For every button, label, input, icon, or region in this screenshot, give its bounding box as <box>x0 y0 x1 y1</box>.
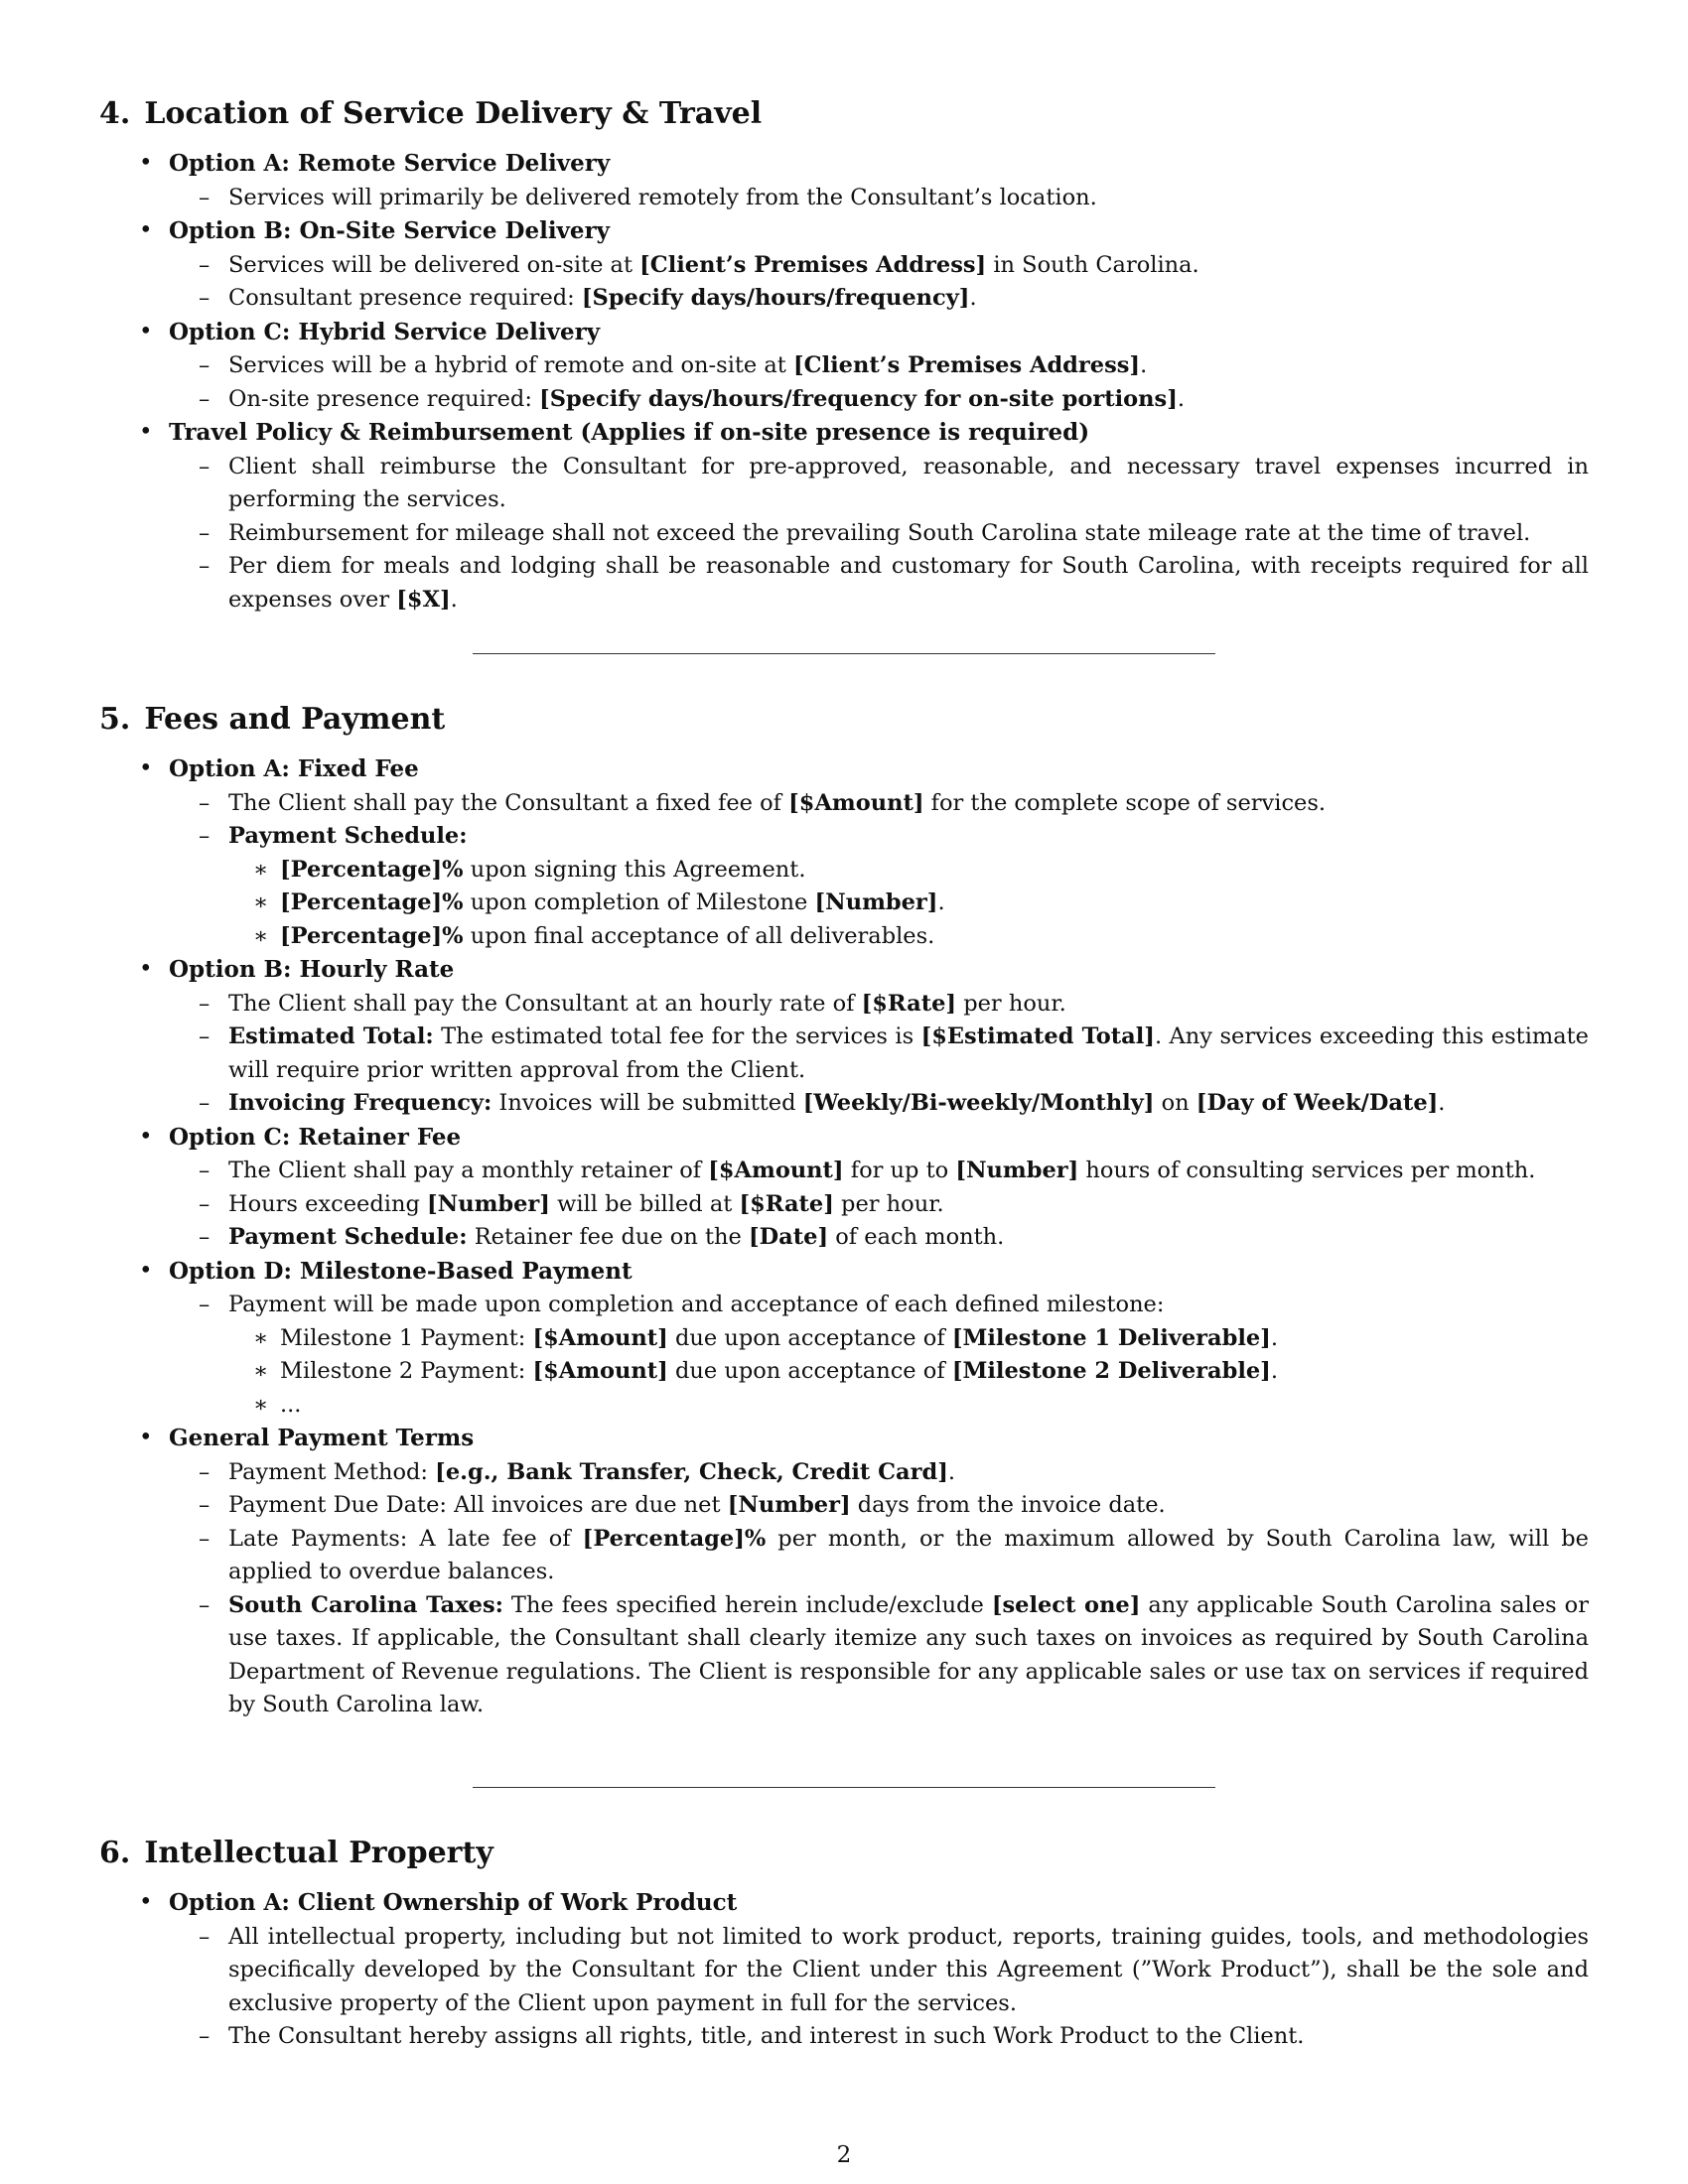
sub-item: – Payment Schedule: Retainer fee due on the [Date] of each month. <box>199 1224 1005 1250</box>
list-item: • Option A: Remote Service Delivery – Services will primarily be delivered remotely from the Consultant’s location. <box>99 147 1589 214</box>
sub-item: – Services will be delivered on-site at [Client’s Premises Address] in South Carolina. <box>199 251 1199 278</box>
list-item: • Option C: Hybrid Service Delivery – Services will be a hybrid of remote and on-site at [Client’s Premises Address]. – On-site presence required: [Specify days/hours/frequency for on-site portions]. <box>99 316 1589 417</box>
sub-item: – Services will be a hybrid of remote and on-site at [Client’s Premises Address]. <box>199 352 1148 378</box>
sub-sub-item: ∗ [Percentage]% upon signing this Agreement. <box>253 856 806 883</box>
page-number: 2 <box>836 2142 852 2168</box>
sub-item: – The Client shall pay the Consultant a fixed fee of [$Amount] for the complete scope of services. <box>199 789 1327 816</box>
sub-sub-item: ∗ Milestone 1 Payment: [$Amount] due upon acceptance of [Milestone 1 Deliverable]. <box>253 1324 1278 1351</box>
sub-item: – The Client shall pay a monthly retainer of [$Amount] for up to [Number] hours of consulting services per month. <box>199 1158 1536 1183</box>
section-heading: 6. Intellectual Property <box>99 1836 493 1870</box>
sub-item: – The Client shall pay the Consultant at an hourly rate of [$Rate] per hour. <box>199 990 1066 1017</box>
list-item: • Option C: Retainer Fee – The Client shall pay a monthly retainer of [$Amount] for up to [Number] hours of consulting services per month. – Hours exceeding [Number] will be billed at [$Rate] per hour. – Payment Schedule: Retainer fee due on the [Date] of each month. <box>99 1121 1589 1255</box>
section-divider <box>473 1787 1215 1788</box>
section-4 <box>99 95 1589 616</box>
sub-sub-item: ∗ [Percentage]% upon final acceptance of all deliverables. <box>253 922 935 949</box>
list-item: • Option B: Hourly Rate – The Client shall pay the Consultant at an hourly rate of [$Rate] per hour. – Estimated Total: The estimated total fee for the services is [$Estimated Total]. Any services exceeding this estimate will require prior written approval from the Client. – Invoicing Frequency: Invoices will be submitted [Weekly/Bi-weekly/Monthly] on [Day of Week/Date]. <box>99 953 1589 1121</box>
sub-item: – Invoicing Frequency: Invoices will be submitted [Weekly/Bi-weekly/Monthly] on [Day of Week/Date]. <box>199 1090 1446 1116</box>
section-heading: 4. Location of Service Delivery & Travel <box>99 96 763 131</box>
sub-item: – Late Payments: A late fee of [Percentage]% per month, or the maximum allowed by South Carolina law, will be applied to overdue balances. <box>199 1525 1589 1584</box>
sub-item: – Per diem for meals and lodging shall be reasonable and customary for South Carolina, with receipts required for all expenses over [$X]. <box>199 553 1589 613</box>
section-6 <box>99 1835 1589 2054</box>
sub-sub-item: ∗ [Percentage]% upon completion of Milestone [Number]. <box>253 889 945 915</box>
list-item: • Option A: Client Ownership of Work Product – All intellectual property, including but not limited to work product, reports, training guides, tools, and methodologies specifically developed by the Consultant for the Client under this Agreement (”Work Product”), shall be the sole and exclusive property of the Client upon payment in full for the services. – The Consultant hereby assigns all rights, title, and interest in such Work Product to the Client. <box>99 1886 1589 2054</box>
list-item: • Option A: Fixed Fee – The Client shall pay the Consultant a fixed fee of [$Amount] for the complete scope of services. – Payment Schedule: ∗ [Percentage]% upon signing this Agreement. ∗ [Percentage]% upon completion of Milestone [Number]. ∗ [Percentage]% upon final acceptance of all deliverables. <box>99 752 1589 953</box>
option-list <box>99 752 1589 1722</box>
option-list <box>99 147 1589 616</box>
sub-item: – All intellectual property, including but not limited to work product, reports, training guides, tools, and methodologies specifically developed by the Consultant for the Client under this Agreement (”Work Product”), shall be the sole and exclusive property of the Client upon payment in full for the services. <box>199 1923 1589 2016</box>
sub-item: – Reimbursement for mileage shall not exceed the prevailing South Carolina state mileage rate at the time of travel. <box>199 519 1531 546</box>
sub-item: – Payment will be made upon completion and acceptance of each defined milestone: <box>199 1292 1165 1317</box>
sub-sub-item: ∗ Milestone 2 Payment: [$Amount] due upon acceptance of [Milestone 2 Deliverable]. <box>253 1358 1278 1384</box>
list-item: • Option D: Milestone-Based Payment – Payment will be made upon completion and acceptance of each defined milestone: ∗ Milestone 1 Payment: [$Amount] due upon acceptance of [Milestone 1 Deliverable]. ∗ Milestone 2 Payment: [$Amount] due upon acceptance of [Milestone 2 Deliverable]. ∗ ... <box>99 1255 1589 1423</box>
sub-item: – South Carolina Taxes: The fees specified herein include/exclude [select one] any applicable South Carolina sales or use taxes. If applicable, the Consultant shall clearly itemize any such taxes on invoices as required by South Carolina Department of Revenue regulations. The Client is responsible for any applicable sales or use tax on services if required by South Carolina law. <box>199 1591 1589 1717</box>
sub-item: – Services will primarily be delivered remotely from the Consultant’s location. <box>199 184 1097 210</box>
list-item: • General Payment Terms – Payment Method: [e.g., Bank Transfer, Check, Credit Card]. – Payment Due Date: All invoices are due net [Number] days from the invoice date. – Late Payments: A late fee of [Percentage]% per month, or the maximum allowed by South Carolina law, will be applied to overdue balances. – South Carolina Taxes: The fees specified herein include/exclude [select one] any applicable South Carolina sales or use taxes. If applicable, the Consultant shall clearly itemize any such taxes on invoices as required by South Carolina Department of Revenue regulations. The Client is responsible for any applicable sales or use tax on services if required by South Carolina law. <box>99 1422 1589 1722</box>
sub-item: – On-site presence required: [Specify days/hours/frequency for on-site portions]. <box>199 385 1185 412</box>
sub-item: – Hours exceeding [Number] will be billed at [$Rate] per hour. <box>199 1190 944 1217</box>
section-heading: 5. Fees and Payment <box>99 702 446 737</box>
section-5 <box>99 701 1589 1722</box>
sub-item: – Payment Method: [e.g., Bank Transfer, Check, Credit Card]. <box>199 1458 956 1485</box>
sub-item: – The Consultant hereby assigns all rights, title, and interest in such Work Product to the Client. <box>199 2023 1305 2049</box>
sub-item: – Client shall reimburse the Consultant for pre-approved, reasonable, and necessary travel expenses incurred in performing the services. <box>199 453 1589 512</box>
sub-sub-item: ∗ ... <box>253 1391 302 1418</box>
list-item: • Option B: On-Site Service Delivery – Services will be delivered on-site at [Client’s Premises Address] in South Carolina. – Consultant presence required: [Specify days/hours/frequency]. <box>99 214 1589 316</box>
list-item: • Travel Policy & Reimbursement (Applies if on-site presence is required) – Client shall reimburse the Consultant for pre-approved, reasonable, and necessary travel expenses incurred in performing the services. – Reimbursement for mileage shall not exceed the prevailing South Carolina state mileage rate at the time of travel. – Per diem for meals and lodging shall be reasonable and customary for South Carolina, with receipts required for all expenses over [$X]. <box>99 416 1589 616</box>
sub-item: – Payment Due Date: All invoices are due net [Number] days from the invoice date. <box>199 1492 1166 1518</box>
section-divider <box>473 653 1215 654</box>
sub-item: – Consultant presence required: [Specify days/hours/frequency]. <box>199 285 977 311</box>
option-list <box>99 1886 1589 2054</box>
sub-item: – Payment Schedule: <box>199 823 468 849</box>
sub-item: – Estimated Total: The estimated total fee for the services is [$Estimated Total]. Any services exceeding this estimate will require prior written approval from the Client. <box>199 1024 1589 1083</box>
